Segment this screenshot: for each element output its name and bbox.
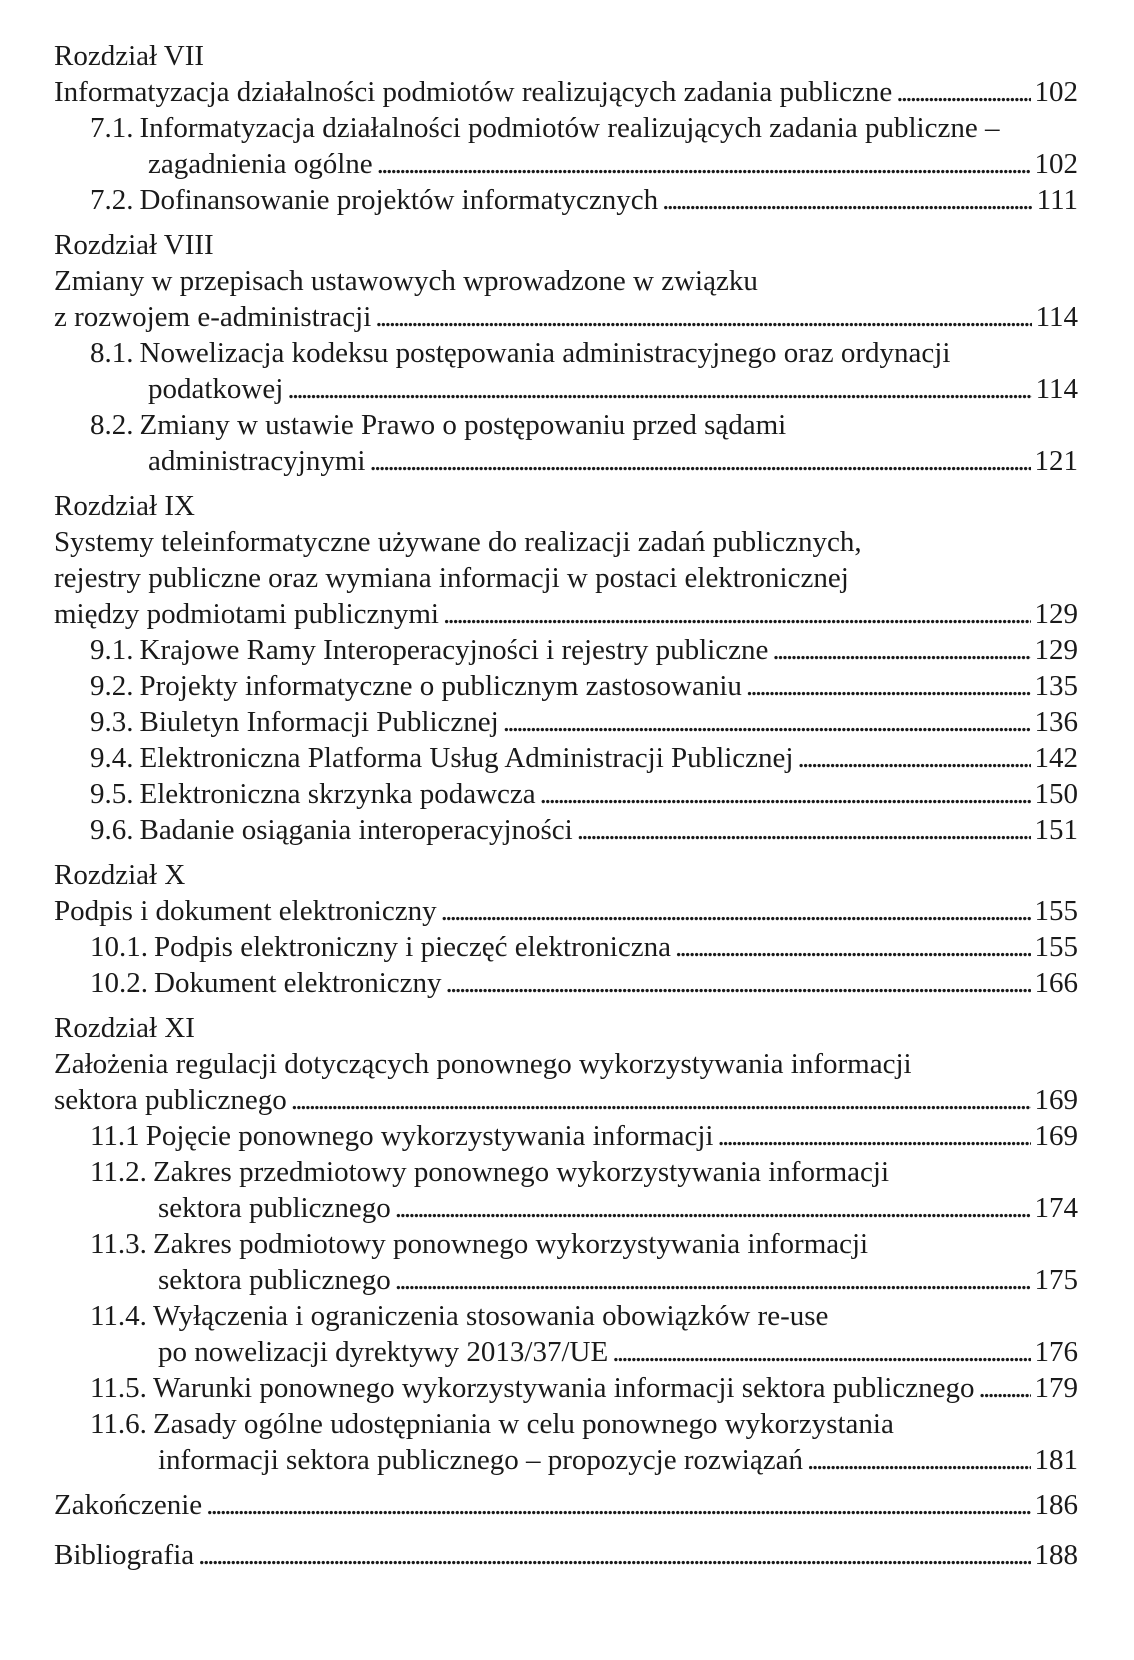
page-number: 169 [1034,1120,1078,1152]
section-title-text: Zakres podmiotowy ponownego wykorzystywania informacji [152,1228,869,1260]
section-title-text: Dofinansowanie projektów informatycznych [139,184,659,216]
section-entry-line [54,1226,1078,1262]
dot-leader [662,182,1033,218]
page-number: 114 [1035,301,1078,333]
section-entry-line [54,1442,1078,1478]
dot-leader [287,371,1031,407]
section-entry-line [54,812,1078,848]
chapter-heading [54,1010,1078,1046]
section-number: 11.3. [90,1228,147,1260]
spacer [54,1573,1078,1587]
page-number: 175 [1034,1264,1078,1296]
page-number: 142 [1034,742,1078,774]
chapter-title-text: Systemy teleinformatyczne używane do realizacji zadań publicznych, [54,526,862,558]
section-title-text: Wyłączenia i ograniczenia stosowania obowiązków re-use [152,1300,829,1332]
page-number: 155 [1034,895,1078,927]
chapter-heading-text: Rozdział X [54,859,186,891]
spacer [54,1478,1078,1487]
chapter-title-line [54,299,1078,335]
page-number: 179 [1034,1372,1078,1404]
chapter-heading-text: Rozdział VII [54,40,205,72]
chapter-block [54,1010,1078,1487]
page-number: 114 [1035,373,1078,405]
section-entry-line [54,1334,1078,1370]
section-number: 11.6. [90,1408,147,1440]
dot-leader [807,1442,1031,1478]
section-number: 11.2. [90,1156,147,1188]
dot-leader [291,1082,1031,1118]
section-title-text: Pojęcie ponownego wykorzystywania informacji [145,1120,714,1152]
section-entry-line [54,1406,1078,1442]
section-title-text: podatkowej [148,373,284,405]
page-number: 169 [1034,1084,1078,1116]
chapter-title-text: Zmiany w przepisach ustawowych wprowadzone w związku [54,265,758,297]
dot-leader [395,1190,1031,1226]
section-title-text: Nowelizacja kodeksu postępowania administracyjnego oraz ordynacji [139,337,951,369]
section-title-text: sektora publicznego [158,1264,391,1296]
section-title-text: Zmiany w ustawie Prawo o postępowaniu przed sądami [139,409,787,441]
section-title-text: Elektroniczna Platforma Usług Administracji Publicznej [139,742,794,774]
page-number: 136 [1034,706,1078,738]
section-entry-line [54,965,1078,1001]
section-title-text: Projekty informatyczne o publicznym zastosowaniu [139,670,742,702]
section-entry-line [54,110,1078,146]
spacer [54,1523,1078,1537]
section-title-text: Badanie osiągania interoperacyjności [139,814,573,846]
chapter-title-text: Podpis i dokument elektroniczny [54,895,437,927]
section-title-text: zagadnienia ogólne [148,148,373,180]
chapter-title-text: sektora publicznego [54,1084,287,1116]
section-title-text: Zasady ogólne udostępniania w celu ponownego wykorzystania [152,1408,894,1440]
section-entry-line [54,371,1078,407]
page-number: 174 [1034,1192,1078,1224]
spacer [54,479,1078,488]
dot-leader [443,596,1031,632]
section-entry-line [54,1154,1078,1190]
dot-leader [717,1118,1030,1154]
section-entry-line [54,740,1078,776]
dot-leader [377,146,1031,182]
dot-leader [577,812,1031,848]
chapter-title-text: Informatyzacja działalności podmiotów realizujących zadania publiczne [54,76,893,108]
section-entry-line [54,1298,1078,1334]
section-title-text: Informatyzacja działalności podmiotów realizujących zadania publiczne – [139,112,1000,144]
dot-leader [375,299,1031,335]
section-entry-line [54,632,1078,668]
closing-entry [54,1487,1078,1523]
closing-entry [54,1537,1078,1573]
chapter-block [54,227,1078,488]
page-number: 121 [1034,445,1078,477]
page-number: 151 [1034,814,1078,846]
chapter-heading-text: Rozdział IX [54,490,195,522]
dot-leader [675,929,1031,965]
section-number: 10.1. [90,931,148,963]
section-number: 8.2. [90,409,134,441]
dot-leader [441,893,1031,929]
dot-leader [978,1370,1030,1406]
chapter-heading [54,227,1078,263]
chapter-heading [54,38,1078,74]
dot-leader [746,668,1031,704]
section-number: 11.5. [90,1372,147,1404]
section-title-text: Zakres przedmiotowy ponownego wykorzystywania informacji [152,1156,890,1188]
page-number: 181 [1034,1444,1078,1476]
section-number: 9.6. [90,814,134,846]
dot-leader [612,1334,1030,1370]
page-number: 176 [1034,1336,1078,1368]
section-title-text: sektora publicznego [158,1192,391,1224]
section-number: 9.4. [90,742,134,774]
section-entry-line [54,407,1078,443]
chapter-title-text: Założenia regulacji dotyczących ponownego wykorzystywania informacji [54,1048,912,1080]
page-number: 129 [1034,634,1078,666]
section-number: 9.5. [90,778,134,810]
dot-leader [503,704,1031,740]
section-entry-line [54,1370,1078,1406]
chapter-title-line [54,1046,1078,1082]
section-title-text: administracyjnymi [148,445,366,477]
chapter-heading [54,488,1078,524]
section-number: 8.1. [90,337,134,369]
section-number: 11.1 [90,1120,140,1152]
chapter-title-line [54,560,1078,596]
dot-leader [896,74,1030,110]
page-number: 155 [1034,931,1078,963]
table-of-contents [54,38,1078,1587]
page-number: 111 [1036,184,1078,216]
page-number: 186 [1034,1489,1078,1521]
chapter-title-text: między podmiotami publicznymi [54,598,439,630]
page-number: 135 [1034,670,1078,702]
dot-leader [206,1487,1030,1523]
page-number: 150 [1034,778,1078,810]
page-number: 166 [1034,967,1078,999]
section-entry-line [54,335,1078,371]
dot-leader [395,1262,1031,1298]
section-title-text: Krajowe Ramy Interoperacyjności i rejestry publiczne [139,634,769,666]
section-title-text: Podpis elektroniczny i pieczęć elektroniczna [154,931,671,963]
spacer [54,1001,1078,1010]
chapter-title-line [54,596,1078,632]
section-title-text: Biuletyn Informacji Publicznej [139,706,499,738]
section-entry-line [54,668,1078,704]
page-number: 102 [1034,148,1078,180]
closing-entry-label: Bibliografia [54,1539,195,1571]
section-entry-line [54,1118,1078,1154]
dot-leader [540,776,1031,812]
chapter-block [54,488,1078,857]
section-title-text: informacji sektora publicznego – propozycje rozwiązań [158,1444,803,1476]
chapter-heading [54,857,1078,893]
spacer [54,848,1078,857]
section-number: 10.2. [90,967,148,999]
section-entry-line [54,776,1078,812]
chapter-block [54,38,1078,227]
section-entry-line [54,1262,1078,1298]
chapter-heading-text: Rozdział XI [54,1012,195,1044]
section-entry-line [54,929,1078,965]
section-entry-line [54,443,1078,479]
dot-leader [369,443,1030,479]
spacer [54,218,1078,227]
section-entry-line [54,146,1078,182]
chapter-title-text: rejestry publiczne oraz wymiana informacji w postaci elektronicznej [54,562,849,594]
section-entry-line [54,1190,1078,1226]
dot-leader [446,965,1031,1001]
section-number: 7.2. [90,184,134,216]
section-entry-line [54,182,1078,218]
dot-leader [797,740,1030,776]
chapter-block [54,857,1078,1010]
chapter-title-line [54,1082,1078,1118]
section-number: 9.3. [90,706,134,738]
section-title-text: Dokument elektroniczny [154,967,442,999]
section-entry-line [54,704,1078,740]
chapter-title-text: z rozwojem e-administracji [54,301,372,333]
chapter-title-line [54,263,1078,299]
closing-entry-label: Zakończenie [54,1489,203,1521]
page-number: 129 [1034,598,1078,630]
chapter-title-line [54,74,1078,110]
chapter-heading-text: Rozdział VIII [54,229,214,261]
dot-leader [772,632,1030,668]
section-number: 11.4. [90,1300,147,1332]
chapter-title-line [54,524,1078,560]
section-number: 9.1. [90,634,134,666]
page-number: 102 [1034,76,1078,108]
section-number: 9.2. [90,670,134,702]
section-number: 7.1. [90,112,134,144]
dot-leader [198,1537,1030,1573]
chapter-title-line [54,893,1078,929]
section-title-text: po nowelizacji dyrektywy 2013/37/UE [158,1336,609,1368]
page-number: 188 [1034,1539,1078,1571]
section-title-text: Elektroniczna skrzynka podawcza [139,778,536,810]
section-title-text: Warunki ponownego wykorzystywania informacji sektora publicznego [152,1372,975,1404]
